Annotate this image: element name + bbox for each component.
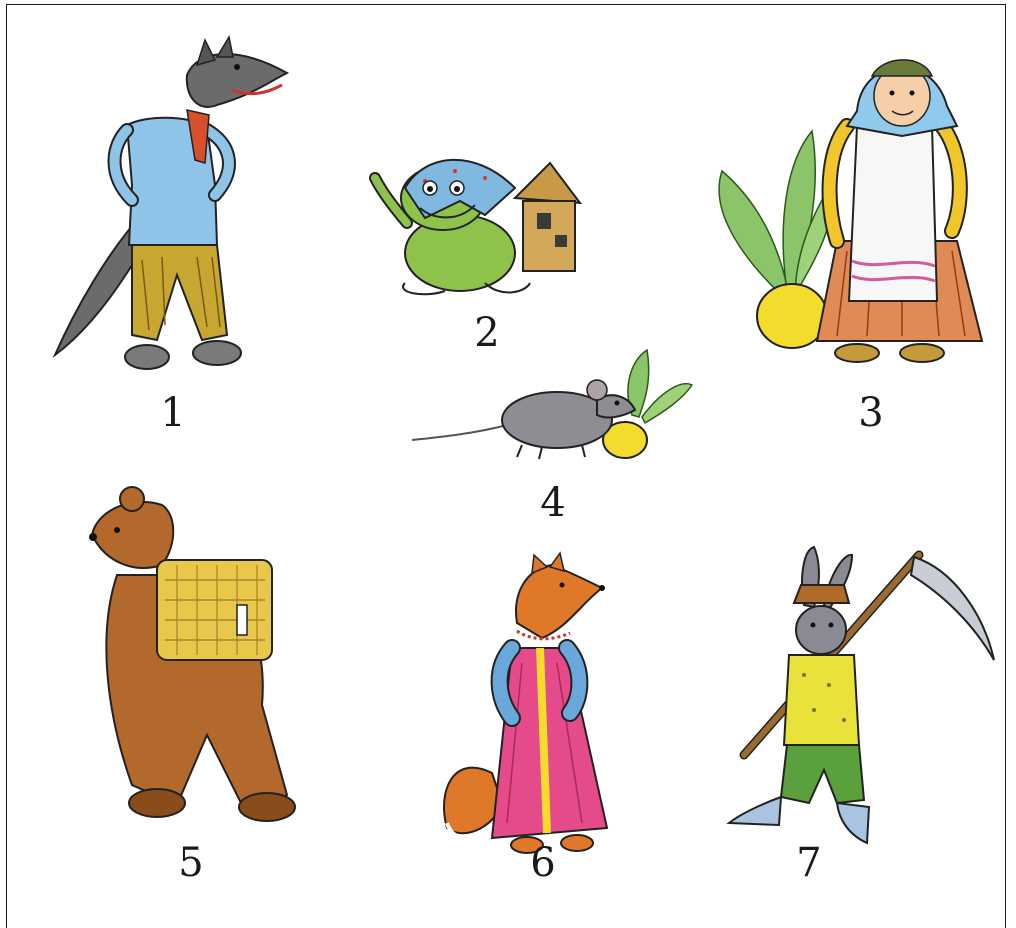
old-woman-illustration — [707, 41, 997, 381]
bear-illustration — [77, 485, 307, 845]
figure-7-hare — [719, 545, 1004, 855]
figure-number-3: 3 — [858, 390, 884, 436]
figure-number-1: 1 — [160, 390, 186, 436]
fox-illustration — [432, 553, 632, 863]
figure-4-mouse — [407, 345, 697, 465]
figure-number-6: 6 — [530, 840, 556, 886]
frog-illustration — [365, 143, 595, 303]
illustration-frame — [6, 4, 1006, 928]
figure-number-4: 4 — [540, 480, 566, 526]
figure-1-wolf — [37, 35, 297, 380]
figure-6-fox — [432, 553, 632, 863]
wolf-illustration — [37, 35, 297, 380]
figure-5-bear — [77, 485, 307, 845]
figure-number-7: 7 — [796, 840, 822, 886]
hare-illustration — [719, 545, 1004, 855]
figure-2-frog — [365, 143, 595, 303]
figure-number-2: 2 — [474, 310, 500, 356]
figure-3-old-woman — [707, 41, 997, 381]
figure-number-5: 5 — [178, 840, 204, 886]
mouse-illustration — [407, 345, 697, 465]
